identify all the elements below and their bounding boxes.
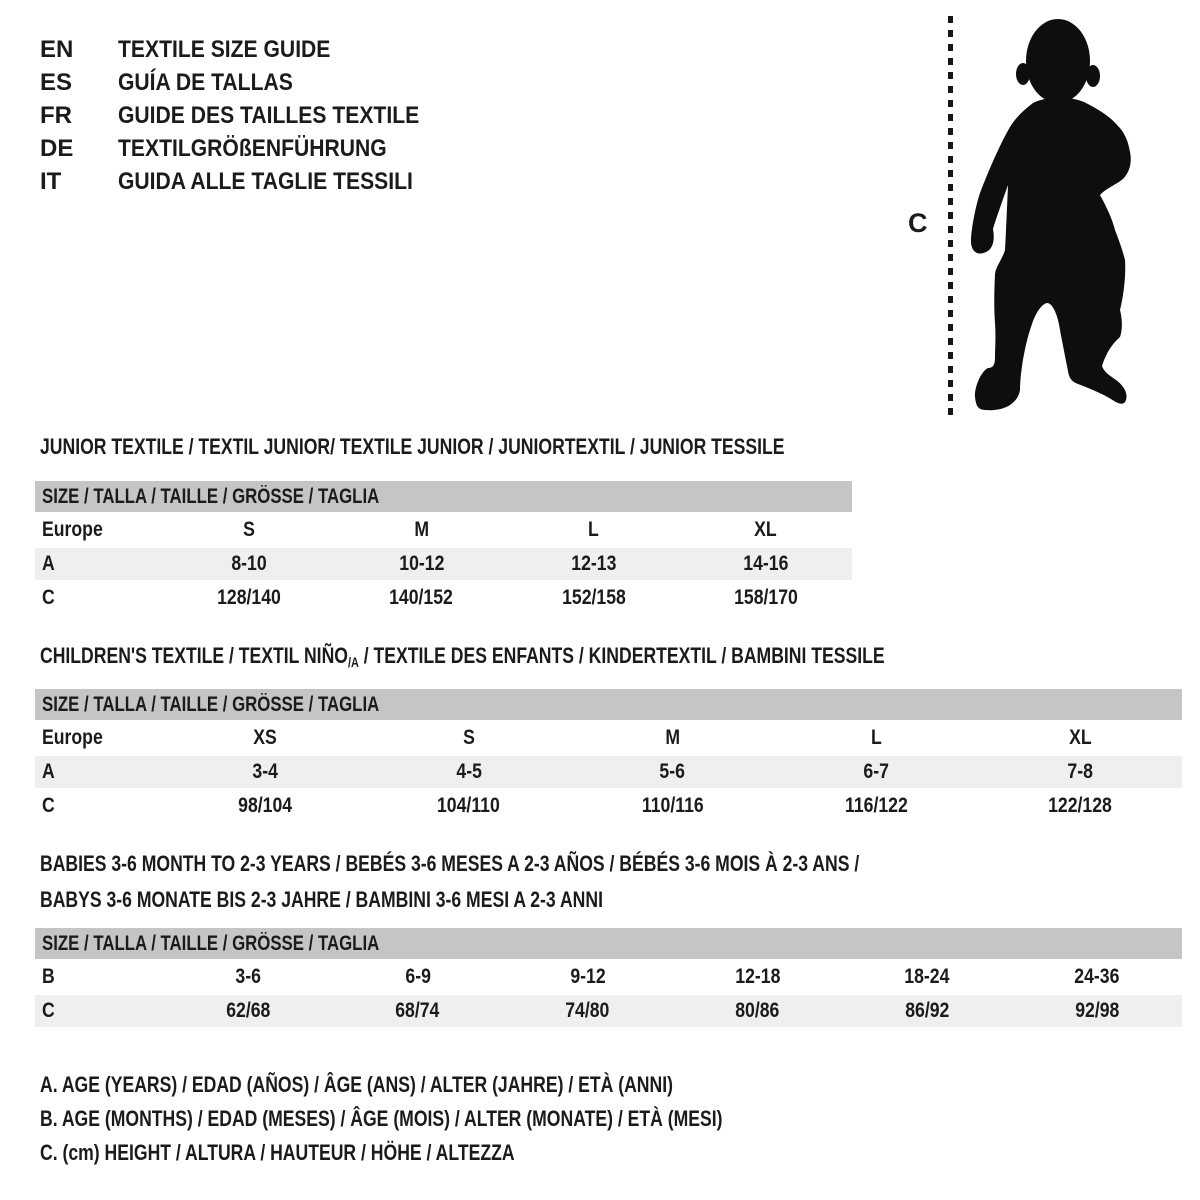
- table-cell: 68/74: [395, 999, 440, 1022]
- legend-line-c: C. (cm) HEIGHT / ALTURA / HAUTEUR / HÖHE / ALTEZZA: [40, 1140, 515, 1165]
- table-row: [35, 790, 1182, 822]
- table-cell: 80/86: [735, 999, 780, 1022]
- lang-row-de: [40, 132, 460, 165]
- table-cell: XS: [253, 726, 277, 749]
- table-cell: 9-12: [569, 965, 606, 988]
- table-cell: 86/92: [905, 999, 950, 1022]
- junior-section-title: JUNIOR TEXTILE / TEXTIL JUNIOR/ TEXTILE JUNIOR / JUNIORTEXTIL / JUNIOR TESSILE: [40, 434, 785, 459]
- table-row: [35, 548, 852, 580]
- table-cell: 3-6: [235, 965, 261, 988]
- table-cell: 110/116: [641, 794, 704, 817]
- table-row: [35, 995, 1182, 1027]
- table-cell: S: [462, 726, 475, 749]
- table-cell: XL: [1068, 726, 1092, 749]
- table-row: [35, 514, 852, 546]
- lang-row-es: [40, 66, 460, 99]
- size-header-band: [35, 928, 1182, 959]
- table-cell: 5-6: [659, 760, 686, 783]
- junior-size-table: [35, 481, 852, 614]
- lang-title-fr: GUIDE DES TAILLES TEXTILE: [118, 102, 420, 129]
- table-cell: 6-9: [404, 965, 431, 988]
- table-cell: M: [665, 726, 680, 749]
- table-cell: 122/128: [1048, 794, 1112, 817]
- lang-title-de: TEXTILGRÖßENFÜHRUNG: [118, 135, 387, 162]
- table-cell: M: [414, 518, 429, 541]
- size-header-label: SIZE / TALLA / TAILLE / GRÖSSE / TAGLIA: [42, 932, 380, 955]
- table-cell: L: [870, 726, 882, 749]
- size-header-label: SIZE / TALLA / TAILLE / GRÖSSE / TAGLIA: [42, 485, 380, 508]
- children-section-title: CHILDREN'S TEXTILE / TEXTIL NIÑO/A / TEXTILE DES ENFANTS / KINDERTEXTIL / BAMBINI TESSILE: [40, 643, 885, 670]
- lang-row-en: [40, 33, 460, 66]
- table-cell: 8-10: [231, 552, 267, 575]
- table-row: [35, 582, 852, 614]
- size-header-band: [35, 689, 1182, 720]
- row-label: B: [42, 965, 55, 988]
- table-cell: 128/140: [217, 586, 282, 609]
- table-cell: 3-4: [252, 760, 278, 783]
- table-cell: 4-5: [455, 760, 482, 783]
- lang-code-en: EN: [40, 36, 74, 63]
- table-cell: 6-7: [863, 760, 890, 783]
- language-title-list: [40, 33, 460, 198]
- table-cell: 152/158: [561, 586, 626, 609]
- babies-section-title-line2: BABYS 3-6 MONATE BIS 2-3 JAHRE / BAMBINI 3-6 MESI A 2-3 ANNI: [40, 887, 603, 912]
- measure-legend: [40, 1068, 893, 1170]
- row-label: C: [42, 586, 55, 609]
- table-row: [35, 722, 1182, 754]
- table-cell: 14-16: [743, 552, 789, 575]
- legend-line-a: A. AGE (YEARS) / EDAD (AÑOS) / ÂGE (ANS) / ALTER (JAHRE) / ETÀ (ANNI): [40, 1072, 673, 1097]
- table-cell: XL: [754, 518, 778, 541]
- table-cell: 98/104: [237, 794, 292, 817]
- table-cell: 12-18: [734, 965, 780, 988]
- lang-title-en: TEXTILE SIZE GUIDE: [118, 36, 331, 63]
- row-label: A: [42, 552, 55, 575]
- table-cell: S: [243, 518, 256, 541]
- table-cell: 140/152: [389, 586, 454, 609]
- row-label: A: [42, 760, 55, 783]
- lang-row-fr: [40, 99, 460, 132]
- height-measure-label: C: [908, 208, 928, 238]
- lang-title-es: GUÍA DE TALLAS: [118, 69, 293, 96]
- size-header-band: [35, 481, 852, 512]
- height-measure-dashed-line: [948, 16, 953, 416]
- legend-line-b: B. AGE (MONTHS) / EDAD (MESES) / ÂGE (MOIS) / ALTER (MONATE) / ETÀ (MESI): [40, 1106, 723, 1131]
- table-row: [35, 756, 1182, 788]
- table-row: [35, 961, 1182, 993]
- table-cell: 18-24: [904, 965, 950, 988]
- table-cell: 24-36: [1074, 965, 1120, 988]
- table-cell: 158/170: [733, 586, 798, 609]
- table-cell: L: [588, 518, 600, 541]
- row-label: Europe: [42, 518, 103, 541]
- lang-code-fr: FR: [40, 102, 72, 129]
- size-header-label: SIZE / TALLA / TAILLE / GRÖSSE / TAGLIA: [42, 693, 380, 716]
- table-cell: 92/98: [1074, 999, 1120, 1022]
- table-cell: 10-12: [398, 552, 444, 575]
- lang-code-de: DE: [40, 135, 74, 162]
- lang-code-it: IT: [40, 168, 62, 195]
- row-label: C: [42, 999, 55, 1022]
- children-size-table: [35, 689, 1182, 822]
- table-cell: 74/80: [565, 999, 610, 1022]
- row-label: Europe: [42, 726, 103, 749]
- nino-a-subscript: /A: [347, 655, 359, 670]
- table-cell: 7-8: [1067, 760, 1093, 783]
- babies-section-title-line1: BABIES 3-6 MONTH TO 2-3 YEARS / BEBÉS 3-6 MESES A 2-3 AÑOS / BÉBÉS 3-6 MOIS À 2-3 ANS /: [40, 851, 860, 876]
- table-cell: 62/68: [225, 999, 270, 1022]
- lang-row-it: [40, 165, 460, 198]
- table-cell: 12-13: [571, 552, 617, 575]
- lang-title-it: GUIDA ALLE TAGLIE TESSILI: [118, 168, 413, 195]
- row-label: C: [42, 794, 55, 817]
- table-cell: 104/110: [437, 794, 501, 817]
- toddler-silhouette-image: [966, 16, 1134, 416]
- lang-code-es: ES: [40, 69, 73, 96]
- table-cell: 116/122: [844, 794, 908, 817]
- babies-size-table: [35, 928, 1182, 1027]
